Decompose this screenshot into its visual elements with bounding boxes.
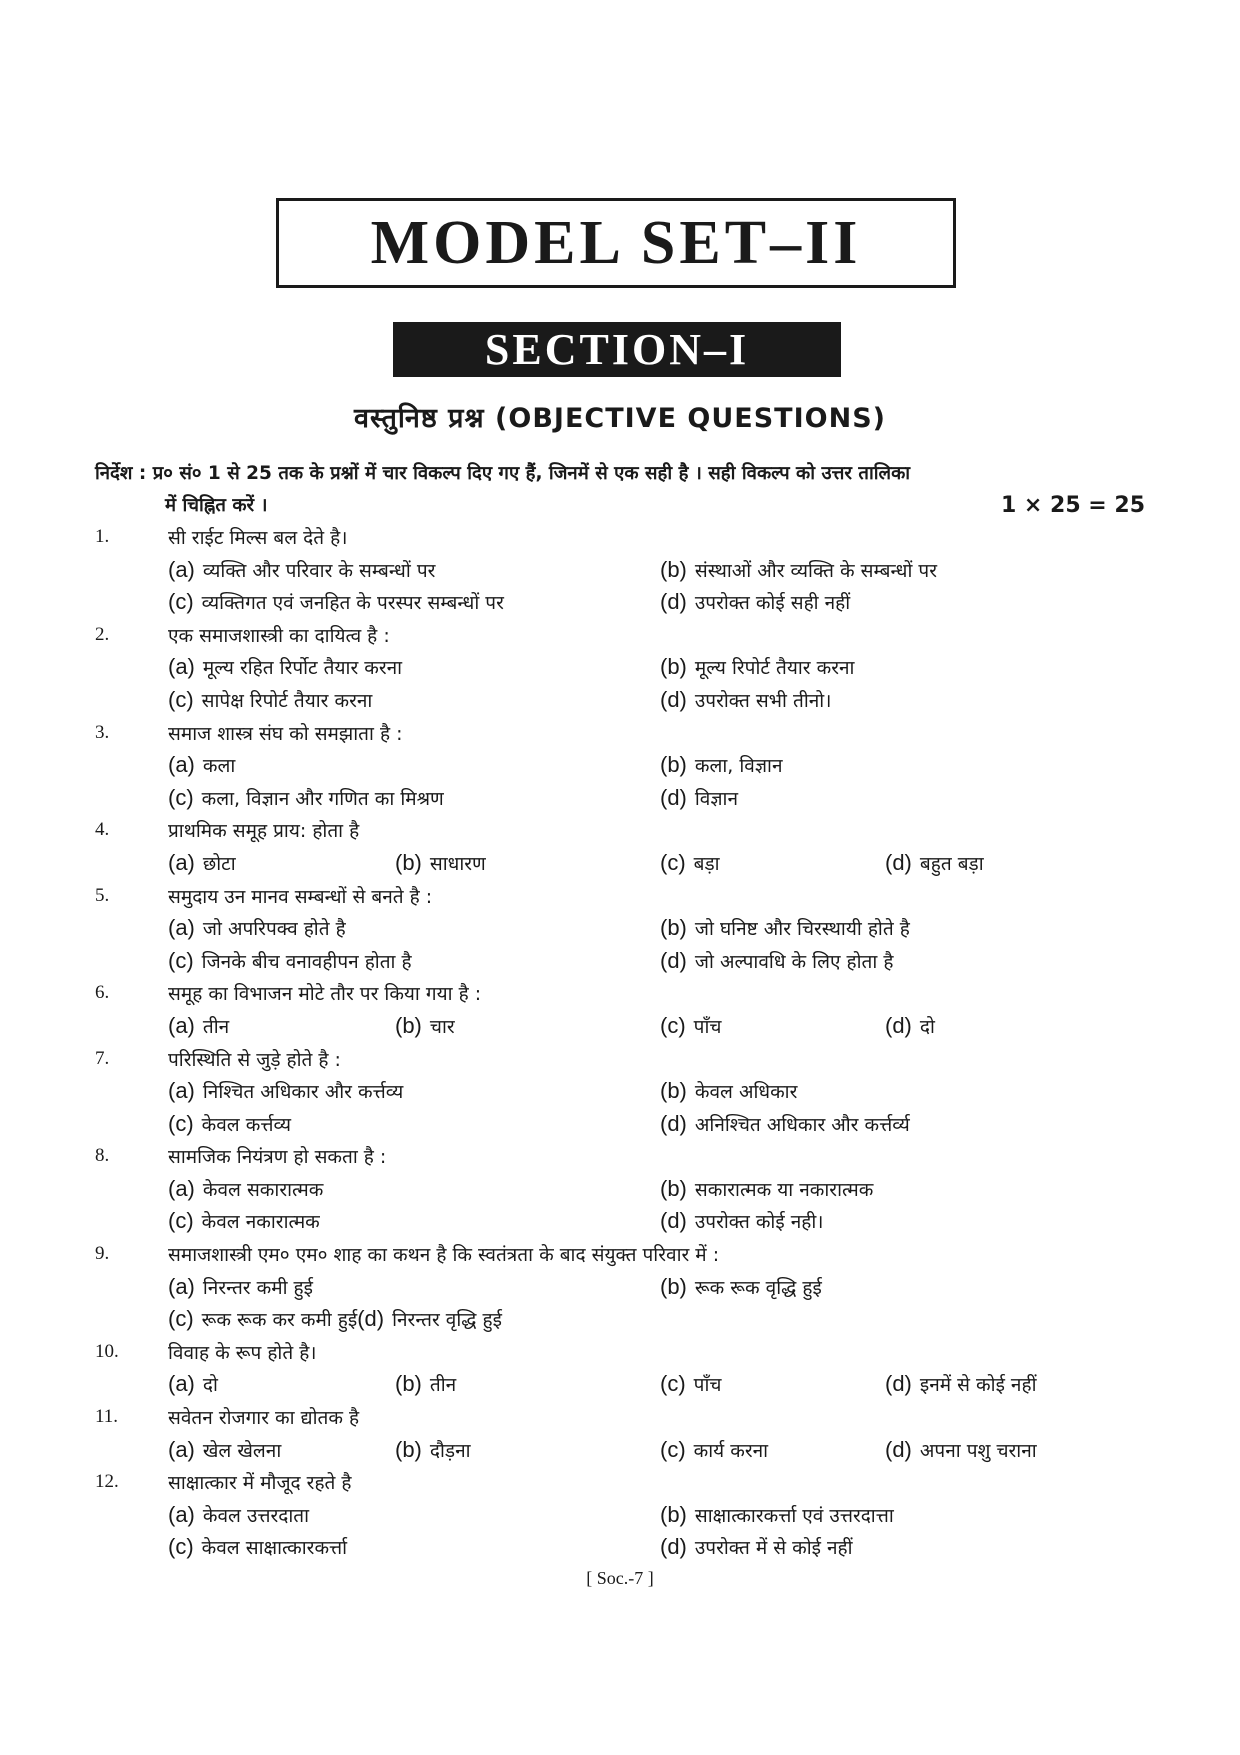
page-footer: [ Soc.-7 ] — [586, 1568, 654, 1588]
option-label: (a) — [168, 654, 195, 680]
instructions-line-2: में चिह्नित करें । — [165, 495, 268, 516]
options-row — [0, 587, 1240, 620]
option-label: (a) — [168, 1175, 195, 1201]
option-label: (d) — [357, 1306, 385, 1332]
option-text: कला — [202, 755, 236, 778]
option — [395, 1437, 471, 1463]
options-row — [0, 1109, 1240, 1142]
options-row — [0, 1076, 1240, 1109]
options-row — [0, 946, 1240, 979]
option — [660, 785, 738, 811]
question-text: सवेतन रोजगार का द्योतक है — [168, 1407, 360, 1430]
question-row — [0, 881, 1240, 914]
option — [168, 1078, 403, 1104]
option-text: व्यक्तिगत एवं जनहित के परस्पर सम्बन्धों पर — [201, 592, 504, 615]
options-row — [0, 1369, 1240, 1402]
option-label: (a) — [168, 849, 195, 875]
question-text: सामजिक नियंत्रण हो सकता है : — [168, 1146, 387, 1169]
option — [660, 850, 720, 876]
option-label: (b) — [660, 915, 687, 941]
option-text: मूल्य रहित रिर्पोट तैयार करना — [202, 657, 403, 680]
option-label: (b) — [395, 1436, 422, 1462]
option-label: (c) — [168, 1208, 194, 1234]
question-text: विवाह के रूप होते है। — [168, 1341, 317, 1364]
option-text: केवल नकारात्मक — [201, 1211, 320, 1234]
question-row — [0, 978, 1240, 1011]
option-text: निरन्तर वृद्धि हुई — [392, 1309, 502, 1332]
option — [168, 1176, 323, 1202]
question-list — [0, 522, 1240, 1565]
question-text: प्राथमिक समूह प्राय: होता है — [168, 820, 360, 843]
question-number: 9. — [95, 1243, 110, 1265]
option — [395, 1013, 455, 1039]
option-text: जो अपरिपक्व होते है — [202, 918, 346, 941]
option — [168, 1111, 291, 1137]
option-label: (d) — [885, 1012, 912, 1038]
option-label: (c) — [168, 589, 194, 615]
option-label: (b) — [395, 1371, 422, 1397]
option-label: (a) — [168, 1371, 195, 1397]
option — [395, 1371, 456, 1397]
option-text: अपना पशु चराना — [919, 1439, 1037, 1462]
option-label: (a) — [168, 1501, 195, 1527]
option — [168, 1208, 320, 1234]
option — [168, 752, 235, 778]
option — [168, 1534, 347, 1560]
option-text: अनिश्चित अधिकार और कर्त्तर्व्य — [694, 1113, 910, 1136]
options-row — [0, 1272, 1240, 1305]
option — [168, 915, 346, 941]
option-label: (b) — [395, 849, 422, 875]
question-text: एक समाजशास्त्री का दायित्व है : — [168, 624, 390, 647]
option-label: (c) — [660, 1012, 686, 1038]
option-text: दो — [202, 1374, 218, 1397]
question-row — [0, 1141, 1240, 1174]
option-text: तीन — [202, 1015, 230, 1038]
options-row — [0, 652, 1240, 685]
option — [168, 1013, 229, 1039]
option — [660, 948, 893, 974]
question-number: 10. — [95, 1340, 119, 1362]
instructions-line-2-row — [95, 490, 1145, 522]
option-text: जिनके बीच वनावहीपन होता है — [201, 950, 412, 973]
option-text: निरन्तर कमी हुई — [202, 1276, 313, 1299]
question-text: समूह का विभाजन मोटे तौर पर किया गया है : — [168, 983, 482, 1006]
option — [885, 850, 984, 876]
options-row — [0, 913, 1240, 946]
instructions-line-1: निर्देश : प्र० सं० 1 से 25 तक के प्रश्नों में चार विकल्प दिए गए हैं, जिनमें से एक सही है । सही विकल्प को उत्तर तालिका — [95, 463, 911, 484]
option-label: (b) — [660, 1501, 687, 1527]
options-pair — [168, 1306, 502, 1332]
option-text: उपरोक्त कोई नही। — [694, 1211, 824, 1234]
option-label: (c) — [660, 1371, 686, 1397]
option-text: खेल खेलना — [202, 1439, 282, 1462]
option — [660, 1111, 910, 1137]
objective-questions-heading: वस्तुनिष्ठ प्रश्न (OBJECTIVE QUESTIONS) — [354, 403, 886, 434]
options-row — [0, 1304, 1240, 1337]
option-label: (b) — [660, 556, 687, 582]
options-row — [0, 1174, 1240, 1207]
option-text: केवल अधिकार — [694, 1081, 798, 1104]
option-label: (b) — [660, 1078, 687, 1104]
option — [168, 1371, 218, 1397]
question-number: 2. — [95, 623, 110, 645]
option — [168, 654, 402, 680]
options-row — [0, 750, 1240, 783]
option-text: रूक रूक वृद्धि हुई — [694, 1276, 822, 1299]
options-row — [0, 555, 1240, 588]
option-label: (d) — [660, 686, 687, 712]
question-text: साक्षात्कार में मौजूद रहते है — [168, 1472, 352, 1495]
option — [395, 850, 486, 876]
option-label: (d) — [885, 1436, 912, 1462]
question-text: समुदाय उन मानव सम्बन्धों से बनते है : — [168, 885, 433, 908]
options-row — [0, 1206, 1240, 1239]
model-set-title: MODEL SET–II — [276, 198, 956, 288]
section-heading: SECTION–I — [393, 322, 841, 377]
option-label: (b) — [660, 752, 687, 778]
option — [168, 1437, 281, 1463]
option-label: (c) — [168, 1110, 194, 1136]
option-label: (d) — [660, 589, 687, 615]
options-row — [0, 1011, 1240, 1044]
option-text: पाँच — [693, 1015, 722, 1038]
option — [168, 785, 444, 811]
option-label: (d) — [885, 849, 912, 875]
option-text: मूल्य रिपोर्ट तैयार करना — [694, 657, 855, 680]
option-label: (b) — [395, 1012, 422, 1038]
option-label: (b) — [660, 1273, 687, 1299]
option-label: (a) — [168, 752, 195, 778]
question-row — [0, 522, 1240, 555]
option-text: कला, विज्ञान और गणित का मिश्रण — [201, 787, 444, 810]
option-label: (d) — [660, 1534, 687, 1560]
option — [660, 1502, 894, 1528]
option-text: विज्ञान — [694, 787, 739, 810]
option-label: (c) — [660, 849, 686, 875]
options-row — [0, 1435, 1240, 1468]
option-text: तीन — [429, 1374, 457, 1397]
question-number: 11. — [95, 1406, 119, 1428]
option — [660, 1208, 823, 1234]
option-label: (d) — [660, 1110, 687, 1136]
option-text: केवल सकारात्मक — [202, 1178, 324, 1201]
option-label: (b) — [660, 1175, 687, 1201]
option — [660, 1013, 721, 1039]
option-text: सकारात्मक या नकारात्मक — [694, 1178, 874, 1201]
option-text: बहुत बड़ा — [919, 852, 984, 875]
option — [885, 1371, 1037, 1397]
option-label: (a) — [168, 1012, 195, 1038]
option — [660, 1371, 721, 1397]
option — [660, 1534, 853, 1560]
option — [168, 850, 236, 876]
question-text: समाजशास्त्री एम० एम० शाह का कथन है कि स्वतंत्रता के बाद संयुक्त परिवार में : — [168, 1244, 720, 1267]
option — [885, 1013, 935, 1039]
question-number: 3. — [95, 721, 110, 743]
option — [660, 687, 831, 713]
question-row — [0, 1044, 1240, 1077]
option-text: रूक रूक कर कमी हुई — [201, 1309, 358, 1332]
option — [660, 752, 783, 778]
question-number: 8. — [95, 1145, 110, 1167]
option-text: साधारण — [429, 852, 486, 875]
question-text: समाज शास्त्र संघ को समझाता है : — [168, 722, 403, 745]
option — [885, 1437, 1037, 1463]
option-label: (d) — [660, 947, 687, 973]
question-row — [0, 1239, 1240, 1272]
option-label: (c) — [660, 1436, 686, 1462]
option-label: (a) — [168, 915, 195, 941]
option — [660, 557, 937, 583]
question-number: 1. — [95, 526, 110, 547]
option-label: (d) — [885, 1371, 912, 1397]
option — [660, 589, 850, 615]
option — [168, 1274, 313, 1300]
options-row — [0, 1500, 1240, 1533]
instructions — [95, 458, 1145, 522]
option-text: दौड़ना — [429, 1439, 471, 1462]
options-row — [0, 783, 1240, 816]
question-number: 4. — [95, 819, 110, 841]
question-row — [0, 1337, 1240, 1370]
option-text: व्यक्ति और परिवार के सम्बन्धों पर — [202, 559, 436, 582]
option — [168, 589, 504, 615]
option-text: छोटा — [202, 852, 236, 875]
option — [660, 1176, 873, 1202]
option-text: कार्य करना — [693, 1439, 769, 1462]
option-label: (d) — [660, 784, 687, 810]
options-row — [0, 848, 1240, 881]
option — [168, 1502, 309, 1528]
option-label: (c) — [168, 686, 194, 712]
option-label: (b) — [660, 654, 687, 680]
option-label: (c) — [168, 947, 194, 973]
question-row — [0, 620, 1240, 653]
option-label: (c) — [168, 1534, 194, 1560]
marks-allocation: 1 × 25 = 25 — [1000, 493, 1145, 518]
option — [168, 557, 435, 583]
option-label: (a) — [168, 1436, 195, 1462]
option-text: संस्थाओं और व्यक्ति के सम्बन्धों पर — [694, 559, 937, 582]
option-text: चार — [429, 1015, 455, 1038]
option-text: केवल उत्तरदाता — [202, 1504, 310, 1527]
option — [660, 1437, 768, 1463]
option — [660, 654, 854, 680]
option — [660, 1274, 822, 1300]
option — [660, 1078, 797, 1104]
question-text: सी राईट मिल्स बल देते है। — [168, 527, 348, 549]
option-text: उपरोक्त में से कोई नहीं — [694, 1537, 853, 1560]
option-label: (c) — [168, 784, 194, 810]
question-text: परिस्थिति से जुड़े होते है : — [168, 1048, 341, 1071]
option-text: कला, विज्ञान — [694, 755, 783, 778]
question-row — [0, 718, 1240, 751]
question-row — [0, 815, 1240, 848]
option-text: केवल कर्त्तव्य — [201, 1113, 291, 1136]
option — [168, 1306, 358, 1332]
option-label: (c) — [168, 1306, 194, 1332]
option-text: साक्षात्कारकर्त्ता एवं उत्तरदात्ता — [694, 1504, 894, 1527]
option-text: दो — [919, 1015, 935, 1038]
option-label: (a) — [168, 1273, 195, 1299]
options-row — [0, 685, 1240, 718]
option-label: (a) — [168, 1078, 195, 1104]
option-label: (d) — [660, 1208, 687, 1234]
option-text: जो घनिष्ट और चिरस्थायी होते है — [694, 918, 910, 941]
question-row — [0, 1402, 1240, 1435]
option-text: उपरोक्त कोई सही नहीं — [694, 592, 851, 615]
option — [660, 915, 910, 941]
option-text: पाँच — [693, 1374, 722, 1397]
option-label: (a) — [168, 556, 195, 582]
option-text: सापेक्ष रिपोर्ट तैयार करना — [201, 689, 373, 712]
option — [168, 687, 372, 713]
question-number: 5. — [95, 884, 110, 906]
option-text: केवल साक्षात्कारकर्त्ता — [201, 1537, 348, 1560]
option-text: बड़ा — [693, 852, 720, 875]
option — [357, 1306, 502, 1332]
question-number: 12. — [95, 1471, 119, 1493]
option-text: निश्चित अधिकार और कर्त्तव्य — [202, 1081, 404, 1104]
option — [168, 948, 412, 974]
option-text: उपरोक्त सभी तीनो। — [694, 689, 832, 712]
question-row — [0, 1467, 1240, 1500]
options-row — [0, 1532, 1240, 1565]
question-number: 7. — [95, 1047, 110, 1069]
option-text: इनमें से कोई नहीं — [919, 1374, 1037, 1397]
option-text: जो अल्पावधि के लिए होता है — [694, 950, 894, 973]
question-number: 6. — [95, 982, 110, 1004]
